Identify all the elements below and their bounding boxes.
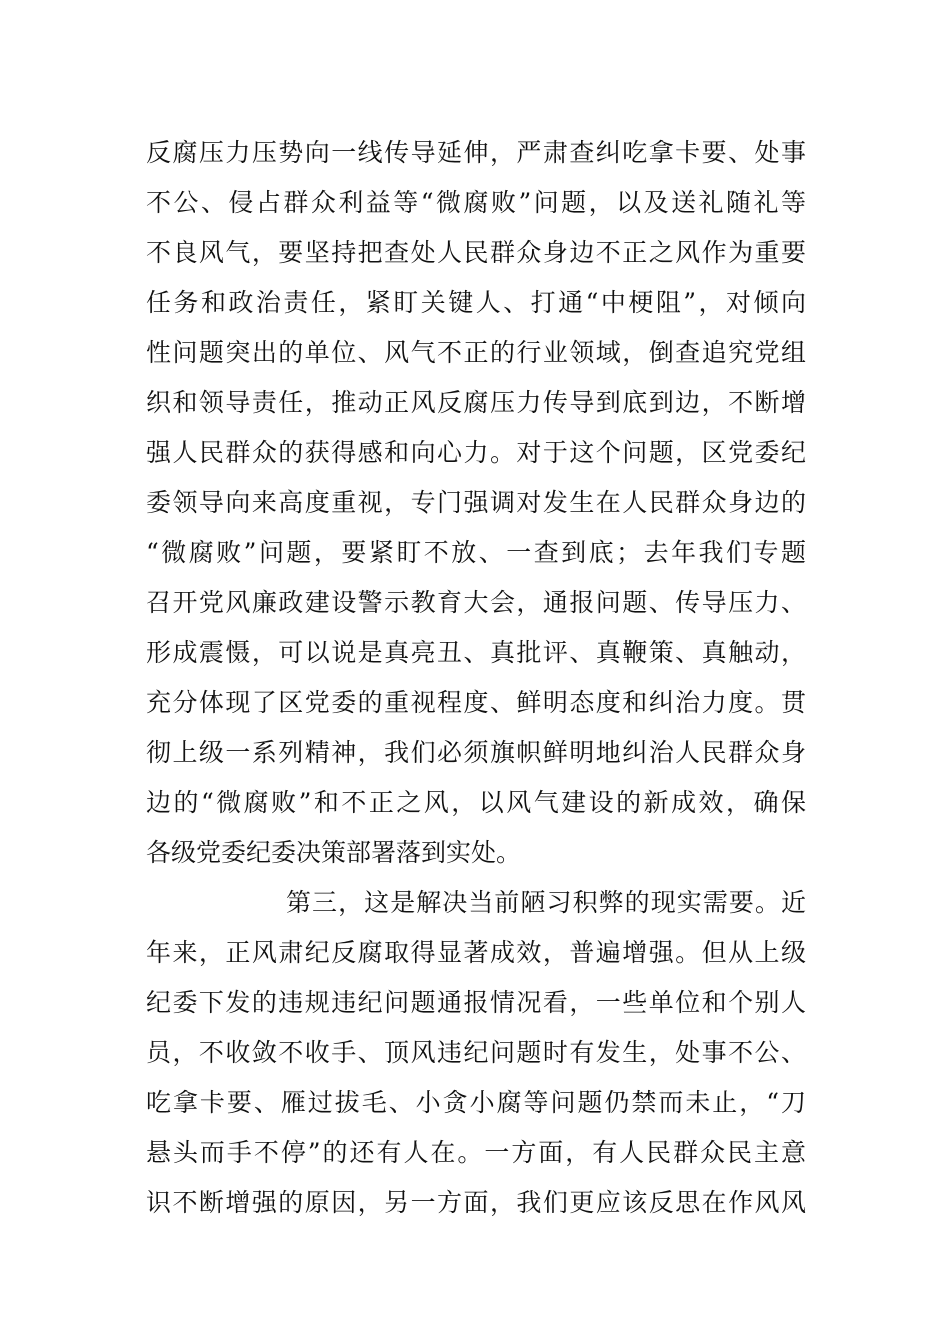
text-line: 各级党委纪委决策部署落到实处。 (146, 838, 522, 867)
text-line: 悬头而手不停”的还有人在。一方面，有人民群众民主意 (146, 1138, 806, 1167)
text-line: 强人民群众的获得感和向心力。对于这个问题，区党委纪 (146, 438, 806, 467)
text-line: 性问题突出的单位、风气不正的行业领域，倒查追究党组 (146, 338, 806, 367)
text-line: 织和领导责任，推动正风反腐压力传导到底到边，不断增 (146, 388, 806, 417)
text-line: 年来，正风肃纪反腐取得显著成效，普遍增强。但从上级 (146, 938, 806, 967)
text-line: 边的“微腐败”和不正之风，以风气建设的新成效，确保 (146, 788, 806, 817)
text-line: “微腐败”问题，要紧盯不放、一查到底；去年我们专题 (146, 538, 806, 567)
paragraph-1 (146, 128, 806, 878)
text-line: 识不断增强的原因，另一方面，我们更应该反思在作风风 (146, 1188, 806, 1217)
text-line: 充分体现了区党委的重视程度、鲜明态度和纠治力度。贯 (146, 688, 806, 717)
text-line: 召开党风廉政建设警示教育大会，通报问题、传导压力、 (146, 588, 806, 617)
text-line: 彻上级一系列精神，我们必须旗帜鲜明地纠治人民群众身 (146, 738, 806, 767)
text-line: 反腐压力压势向一线传导延伸，严肃查纠吃拿卡要、处事 (146, 138, 806, 167)
text-line: 吃拿卡要、雁过拔毛、小贪小腐等问题仍禁而未止，“刀 (146, 1088, 806, 1117)
text-line: 不良风气，要坚持把查处人民群众身边不正之风作为重要 (146, 238, 806, 267)
paragraph-2 (146, 878, 806, 1228)
text-line: 第三，这是解决当前陋习积弊的现实需要。近 (286, 888, 806, 917)
body-text (146, 128, 806, 1228)
text-line: 员，不收敛不收手、顶风违纪问题时有发生，处事不公、 (146, 1038, 806, 1067)
text-line: 委领导向来高度重视，专门强调对发生在人民群众身边的 (146, 488, 806, 517)
text-line: 形成震慑，可以说是真亮丑、真批评、真鞭策、真触动， (146, 638, 806, 667)
text-line: 任务和政治责任，紧盯关键人、打通“中梗阻”，对倾向 (146, 288, 806, 317)
text-line: 纪委下发的违规违纪问题通报情况看，一些单位和个别人 (146, 988, 806, 1017)
text-line: 不公、侵占群众利益等“微腐败”问题，以及送礼随礼等 (146, 188, 806, 217)
